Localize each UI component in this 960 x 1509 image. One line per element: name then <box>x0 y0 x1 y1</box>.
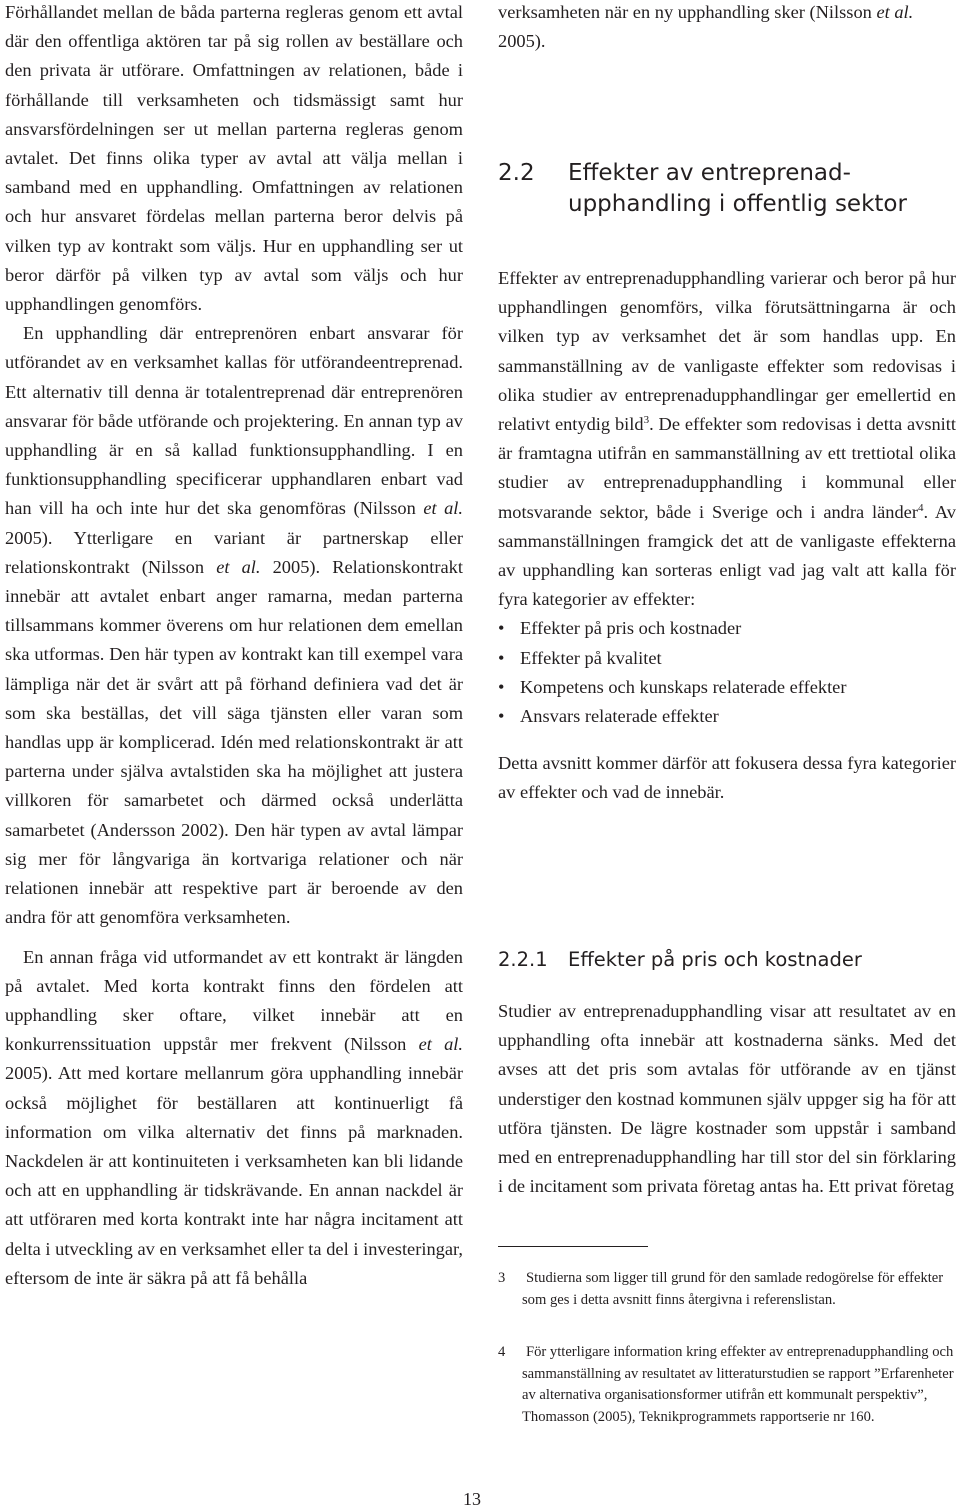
footnote: 4 För ytterligare information kring effekter av entreprenadupphandling och sammanställning av resultatet av litteraturstudien se rapport ”Erfarenheter av alternativa organisationsformer utifrån ett kommunalt perspektiv”, Thomasson (2005), Teknikprogrammets rapportserie nr 160. <box>498 1344 954 1425</box>
section-body <box>498 264 956 808</box>
subsection-heading <box>498 947 862 973</box>
subsection-title: Effekter på pris och kostnader <box>568 948 862 971</box>
section-number: 2.2 <box>498 160 535 186</box>
right-column <box>498 0 956 1509</box>
body-paragraph: Förhållandet mellan de båda parterna regleras genom ett avtal där den offentliga aktören tar på sig rollen av beställare och den privata är utförare. Omfattningen av relationen, både i förhållande till verksamheten och tidsmässigt samt hur ansvarsfördelningen ser ut mellan parterna regleras genom avtalet. Det finns olika typer av avtal att välja mellan i samband med en upphandling. Omfattningen av relationen och hur ansvaret fördelas mellan parterna beror delvis på vilken typ av kontrakt som väljs. Hur en upphandling ser ut beror därför på vilken typ av avtal som väljs och hur upphandlingen genomförs. <box>5 2 463 315</box>
list-item: • Effekter på pris och kostnader <box>498 618 742 639</box>
footnote: 3 Studierna som ligger till grund för den samlade redogörelse för effekter som ges i detta avsnitt finns återgivna i referenslistan. <box>498 1270 944 1308</box>
body-paragraph: verksamheten när en ny upphandling sker (Nilsson et al. 2005). <box>498 2 914 52</box>
body-paragraph: En upphandling där entreprenören enbart ansvarar för utförandet av en verksamhet kallas för utförandeentreprenad. Ett alternativ till denna är totalentreprenad där entreprenören ansvarar för både utförande och projektering. En annan typ av upphandling är en så kallad funktionsupphandling. I en funktionsupphandling specificerar upphandlaren enbart vad han vill ha och inte hur det ska genomföras (Nilsson et al. 2005). Ytterligare en variant är partnerskap eller relationskontrakt (Nilsson et al. 2005). Relationskontrakt innebär att avtalet enbart anger ramarna, medan parterna tillsammans kommer överens om hur relationen dem emellan ska utformas. Den här typen av kontrakt kan till exempel vara lämpliga när det är svårt att på förhand definiera vad det är som ska beställas, det vill säga tjänsten eller varan som handlas upp är komplicerad. Idén med relationskontrakt är att parterna under själva avtalstiden ska ha möjlighet att justera villkoren för samarbetet och därmed också underlätta samarbetet (Andersson 2002). Den här typen av avtal lämpar sig mer för långvariga än kortvariga relationer och när relationen innebär att respektive part är beroende av den andra för att genomföra verksamheten. <box>5 323 463 928</box>
section-title: Effekter av entreprenad- upphandling i offentlig sektor <box>568 160 907 217</box>
list-item: • Effekter på kvalitet <box>498 647 662 668</box>
page-number: 13 <box>463 1489 481 1509</box>
list-item: • Ansvars relaterade effekter <box>498 706 719 727</box>
section-heading <box>498 158 907 217</box>
body-paragraph: Studier av entreprenadupphandling visar att resultatet av en upphandling ofta innebär att kostnaderna sänks. Med det avses att det pris som avtalas för utförande av en tjänst understiger den kostnad kommunen själv uppger sig ha för att utföra tjänsten. De lägre kostnader som uppstår i samband med en entreprenadupphandling har till stor del sin förklaring i de incitament som privata företag antas ha. Ett privat företag <box>498 1001 956 1197</box>
body-paragraph: Effekter av entreprenadupphandling varierar och beror på hur upphandlingen genomförs, vilka förutsättningarna är och vilken typ av verksamhet det är som handlas upp. En sammanställning av de vanligaste effekter som redovisas i olika studier av entreprenadupphandlingar ger emellertid en relativt entydig bild$^3$. De effekter som redovisas i detta avsnitt är framtagna utifrån en sammanställning av ett trettiotal olika studier av entreprenadupphandling i kommunal eller motsvarande sektor, både i Sverige och i andra länder$^4$. Av sammanställningen framgick det att de vanligaste effekterna av upphandling kan sorteras enligt vad jag valt att kalla för fyra kategorier av effekter: <box>498 268 957 610</box>
body-paragraph: En annan fråga vid utformandet av ett kontrakt är längden på avtalet. Med korta kontrakt finns den fördelen att upphandling sker oftare, vilket innebär att en konkurrenssituation uppstår mer frekvent (Nilsson et al. 2005). Att med kortare mellanrum göra upphandling innebär också möjlighet för beställaren att kontinuerligt få information om vilka alternativ det finns på marknaden. Nackdelen är att kontinuiteten i verksamheten kan bli lidande och att en upphandling är tidskrävande. En annan nackdel är att utföraren med korta kontrakt inte har några incitament att delta i utveckling av en verksamhet eller ta del i investeringar, eftersom de inte är säkra på att få behålla <box>5 946 463 1288</box>
footnote-divider <box>498 1246 648 1247</box>
subsection-number: 2.2.1 <box>498 948 548 971</box>
list-item: • Kompetens och kunskaps relaterade effekter <box>498 676 847 697</box>
effects-list <box>498 614 956 731</box>
left-column <box>5 0 463 1293</box>
body-paragraph: Detta avsnitt kommer därför att fokusera dessa fyra kategorier av effekter och vad de innebär. <box>498 753 956 803</box>
